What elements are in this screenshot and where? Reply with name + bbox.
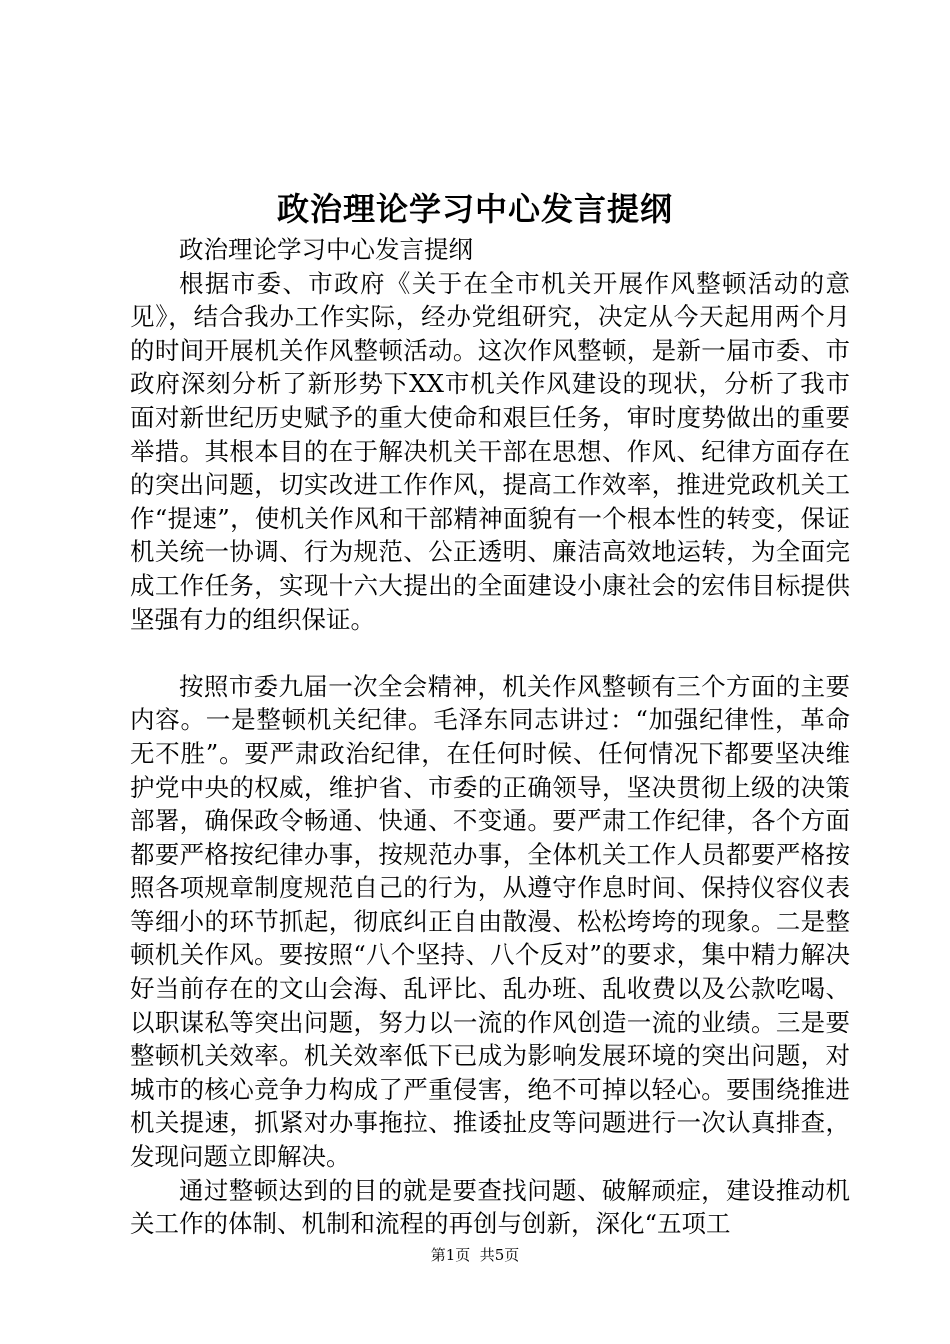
paragraph-main-content: 按照市委九届一次全会精神，机关作风整顿有三个方面的主要内容。一是整顿机关纪律。毛泽东同志讲过：“加强纪律性，革命无不胜”。要严肃政治纪律，在任何时候、任何情况下都要坚决维护党中央的权威，维护省、市委的正确领导，坚决贯彻上级的决策部署，确保政令畅通、快通、不变通。要严肃工作纪律，各个方面都要严格按纪律办事，按规范办事，全体机关工作人员都要严格按照各项规章制度规范自己的行为，从遵守作息时间、保持仪容仪表等细小的环节抓起，彻底纠正自由散漫、松松垮垮的现象。二是整顿机关作风。要按照“八个坚持、八个反对”的要求，集中精力解决好当前存在的文山会海、乱评比、乱办班、乱收费以及公款吃喝、以职谋私等突出问题，努力以一流的作风创造一流的业绩。三是要整顿机关效率。机关效率低下已成为影响发展环境的突出问题，对城市的核心竞争力构成了严重侵害，绝不可掉以轻心。要围绕推进机关提速，抓紧对办事拖拉、推诿扯皮等问题进行一次认真排查，发现问题立即解决。 bbox=[130, 671, 850, 1172]
document-title: 政治理论学习中心发言提纲 bbox=[276, 190, 673, 228]
page-number-footer: 第1页 共5页 bbox=[430, 1246, 520, 1264]
paragraph-goals: 通过整顿达到的目的就是要查找问题、破解顽症，建设推动机关工作的体制、机制和流程的再创与创新，深化“五项工 bbox=[130, 1175, 850, 1239]
subtitle-paragraph: 政治理论学习中心发言提纲 bbox=[179, 235, 473, 264]
paragraph-intro: 根据市委、市政府《关于在全市机关开展作风整顿活动的意见》，结合我办工作实际，经办党组研究，决定从今天起用两个月的时间开展机关作风整顿活动。这次作风整顿，是新一届市委、市政府深刻分析了新形势下XX市机关作风建设的现状，分析了我市面对新世纪历史赋予的重大使命和艰巨任务，审时度势做出的重要举措。其根本目的在于解决机关干部在思想、作风、纪律方面存在的突出问题，切实改进工作作风，提高工作效率，推进党政机关工作“提速”，使机关作风和干部精神面貌有一个根本性的转变，保证机关统一协调、行为规范、公正透明、廉洁高效地运转，为全面完成工作任务，实现十六大提出的全面建设小康社会的宏伟目标提供坚强有力的组织保证。 bbox=[130, 268, 850, 634]
document-body bbox=[130, 233, 850, 1241]
paragraph-spacer bbox=[130, 636, 850, 670]
